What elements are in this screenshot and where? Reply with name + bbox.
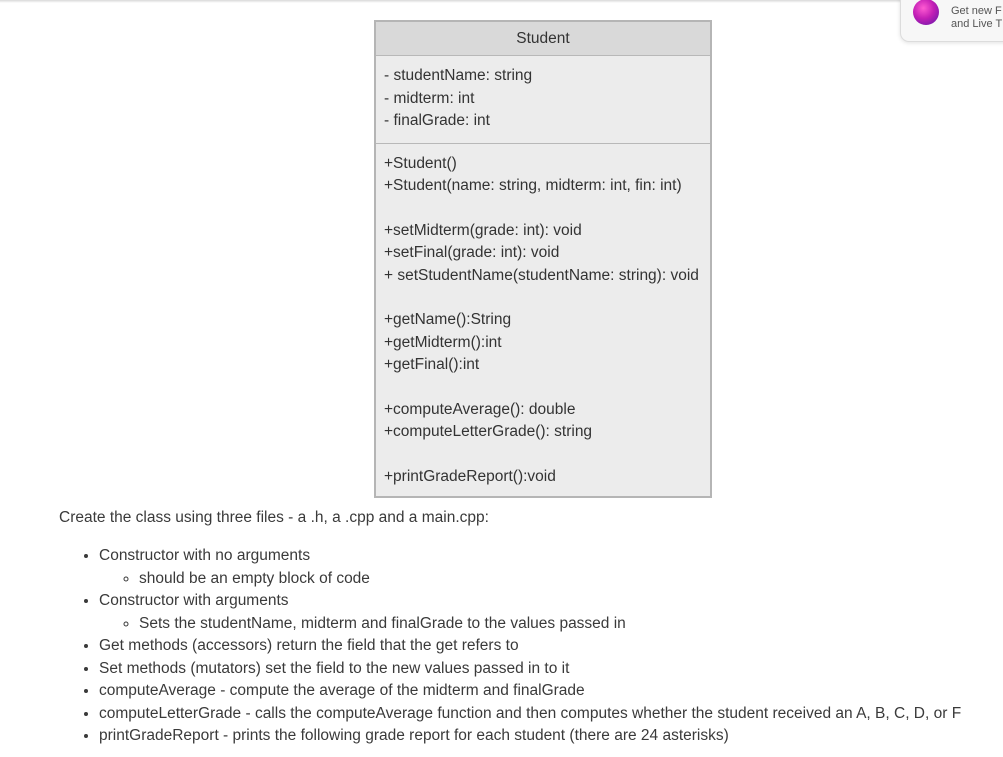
- notification-line: Get new F: [951, 5, 1002, 17]
- sub-list-item: [139, 613, 961, 636]
- uml-attributes-section: [376, 56, 710, 144]
- uml-attribute: - studentName: string: [384, 67, 533, 84]
- sub-list-item: [139, 568, 961, 591]
- notification-line: and Live T: [951, 18, 1003, 30]
- uml-getter: +getName():String: [384, 311, 512, 328]
- uml-getter: +getMidterm():int: [384, 333, 502, 351]
- bullet-text: Set methods (mutators) set the field to the new values passed in to it: [99, 659, 570, 677]
- uml-constructor: +Student(name: string, midterm: int, fin: int): [384, 177, 682, 194]
- list-item: [99, 635, 961, 658]
- bullet-text: computeAverage - compute the average of the midterm and finalGrade: [99, 682, 585, 699]
- bullet-text: computeLetterGrade - calls the computeAverage function and then computes whether the student received an A, B, C, D, or F: [99, 704, 962, 722]
- list-item: [99, 545, 961, 590]
- bullet-text: printGradeReport - prints the following grade report for each student (there are 24 asterisks): [99, 727, 729, 744]
- bullet-text: Get methods (accessors) return the field that the get refers to: [99, 637, 519, 654]
- uml-methods-section: [376, 144, 710, 497]
- sub-bullet-text: should be an empty block of code: [139, 569, 370, 587]
- sub-list: [99, 568, 961, 591]
- list-item: [99, 658, 961, 681]
- uml-setter: +setMidterm(grade: int): void: [384, 221, 582, 239]
- notification-toast[interactable]: [900, 0, 1003, 42]
- uml-print-method: +printGradeReport():void: [384, 467, 556, 485]
- uml-compute-method: +computeLetterGrade(): string: [384, 423, 593, 440]
- sub-list: [99, 613, 961, 636]
- app-icon: [913, 0, 939, 25]
- uml-attribute: - midterm: int: [384, 89, 475, 107]
- list-item: [99, 725, 961, 748]
- notification-text: [951, 5, 1002, 31]
- sub-bullet-text: Sets the studentName, midterm and finalGrade to the values passed in: [139, 614, 626, 632]
- uml-class-diagram: [374, 20, 712, 498]
- uml-setter: + setStudentName(studentName: string): void: [384, 266, 699, 284]
- uml-setter: +setFinal(grade: int): void: [384, 244, 560, 261]
- bullet-text: Constructor with no arguments: [99, 547, 311, 564]
- uml-getter: +getFinal():int: [384, 356, 480, 373]
- list-item: [99, 703, 961, 726]
- list-item: [99, 680, 961, 703]
- uml-attribute: - finalGrade: int: [384, 112, 490, 129]
- bullet-text: Constructor with arguments: [99, 592, 289, 609]
- uml-compute-method: +computeAverage(): double: [384, 400, 576, 418]
- uml-class-name: Student: [376, 22, 710, 56]
- list-item: [99, 590, 961, 635]
- requirements-list: [59, 545, 961, 748]
- top-edge-shadow: [0, 0, 1003, 3]
- uml-constructor: +Student(): [384, 154, 457, 172]
- instructions-intro: Create the class using three files - a .h, a .cpp and a main.cpp:: [59, 509, 489, 526]
